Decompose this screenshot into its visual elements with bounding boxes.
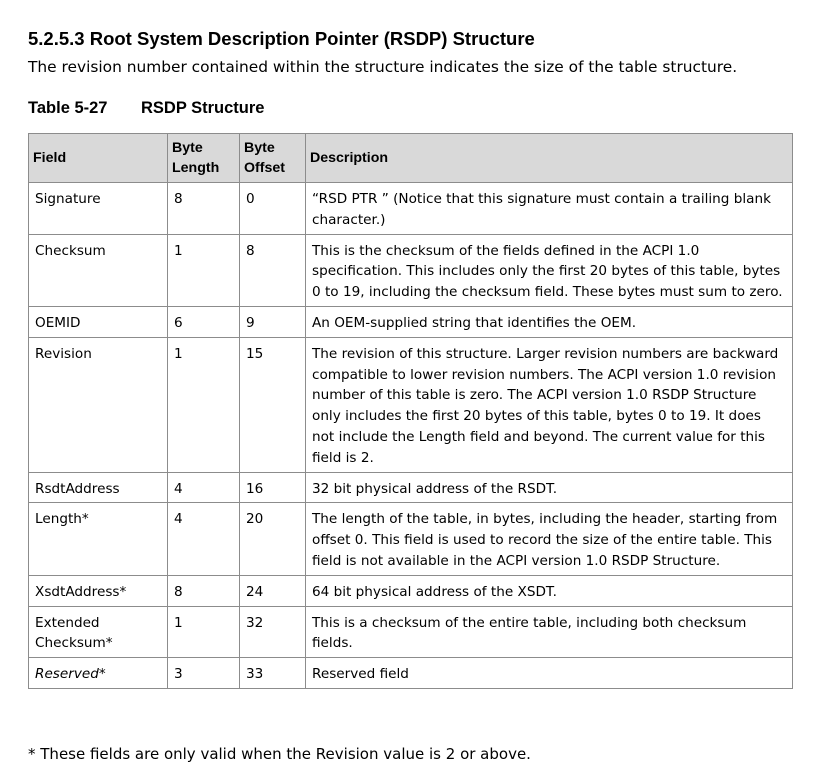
cell-field: RsdtAddress: [29, 472, 168, 503]
header-field: Field: [29, 134, 168, 183]
cell-length: 1: [168, 606, 240, 658]
cell-length: 4: [168, 503, 240, 575]
cell-offset: 20: [240, 503, 306, 575]
header-byte-offset-line2: Offset: [244, 160, 285, 176]
cell-field: Length*: [29, 503, 168, 575]
cell-field: Revision: [29, 337, 168, 472]
table-row: [29, 503, 793, 575]
header-byte-length: [168, 134, 240, 183]
table-row: [29, 337, 793, 472]
intro-paragraph: The revision number contained within the structure indicates the size of the table structure.: [28, 58, 738, 76]
rsdp-structure-table: [28, 133, 793, 689]
cell-description: An OEM-supplied string that identifies the OEM.: [306, 306, 793, 337]
cell-description: “RSD PTR ” (Notice that this signature must contain a trailing blank character.): [306, 183, 793, 235]
cell-offset: 16: [240, 472, 306, 503]
cell-description: 64 bit physical address of the XSDT.: [306, 575, 793, 606]
cell-length: 8: [168, 575, 240, 606]
cell-description: The length of the table, in bytes, including the header, starting from offset 0. This field is used to record the size of the entire table. This field is not available in the ACPI version 1.0 RSDP Structure.: [306, 503, 793, 575]
cell-offset: 0: [240, 183, 306, 235]
cell-description: Reserved field: [306, 658, 793, 689]
cell-length: 1: [168, 337, 240, 472]
cell-length: 1: [168, 234, 240, 306]
table-row: [29, 183, 793, 235]
cell-offset: 9: [240, 306, 306, 337]
cell-field: Extended Checksum*: [29, 606, 168, 658]
cell-offset: 15: [240, 337, 306, 472]
cell-length: 8: [168, 183, 240, 235]
cell-description: This is a checksum of the entire table, including both checksum fields.: [306, 606, 793, 658]
cell-description: This is the checksum of the fields defined in the ACPI 1.0 specification. This includes only the first 20 bytes of this table, bytes 0 to 19, including the checksum field. These bytes must sum to zero.: [306, 234, 793, 306]
table-row: [29, 575, 793, 606]
table-caption: [28, 99, 265, 118]
cell-length: 6: [168, 306, 240, 337]
cell-field: Signature: [29, 183, 168, 235]
table-row: [29, 658, 793, 689]
cell-offset: 33: [240, 658, 306, 689]
cell-field: XsdtAddress*: [29, 575, 168, 606]
cell-description: The revision of this structure. Larger revision numbers are backward compatible to lower revision numbers. The ACPI version 1.0 revision number of this table is zero. The ACPI version 1.0 RSDP Structure only includes the first 20 bytes of this table, bytes 0 to 19. It does not include the Length field and beyond. The current value for this field is 2.: [306, 337, 793, 472]
cell-description: 32 bit physical address of the RSDT.: [306, 472, 793, 503]
table-footnote: * These fields are only valid when the Revision value is 2 or above.: [28, 745, 531, 763]
table-row: [29, 234, 793, 306]
table-caption-number: Table 5-27: [28, 99, 108, 117]
table-row: [29, 472, 793, 503]
header-byte-length-line1: Byte: [172, 140, 203, 156]
table-header-row: [29, 134, 793, 183]
table-row: [29, 306, 793, 337]
cell-length: 4: [168, 472, 240, 503]
cell-field: Checksum: [29, 234, 168, 306]
cell-field: Reserved*: [29, 658, 168, 689]
table-row: [29, 606, 793, 658]
header-byte-length-line2: Length: [172, 160, 220, 176]
table-caption-title: RSDP Structure: [141, 99, 265, 117]
header-byte-offset-line1: Byte: [244, 140, 275, 156]
cell-field: OEMID: [29, 306, 168, 337]
header-description: Description: [306, 134, 793, 183]
cell-offset: 24: [240, 575, 306, 606]
section-heading: 5.2.5.3 Root System Description Pointer (RSDP) Structure: [28, 28, 535, 49]
header-byte-offset: [240, 134, 306, 183]
cell-offset: 8: [240, 234, 306, 306]
cell-offset: 32: [240, 606, 306, 658]
cell-length: 3: [168, 658, 240, 689]
